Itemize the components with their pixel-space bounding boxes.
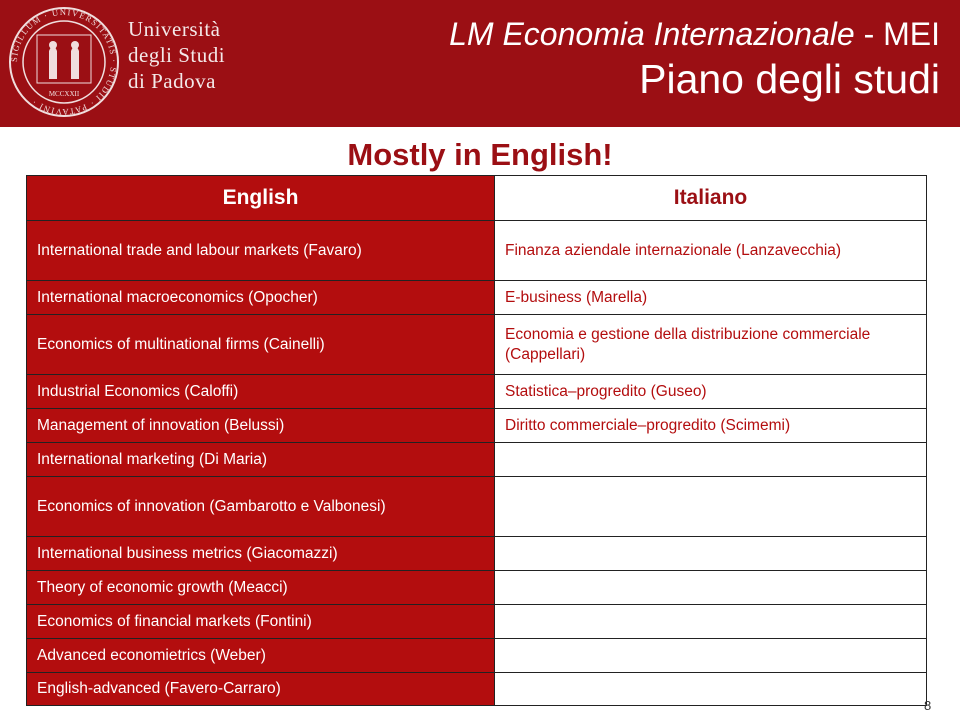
course-italiano: E-business (Marella) [495,281,927,315]
course-english: International business metrics (Giacomazzi) [27,537,495,571]
svg-text:SIGILLUM · UNIVERSITATIS · STU: SIGILLUM · UNIVERSITATIS · STUDII · PATAVINI · [8,6,120,118]
table-row [27,375,927,409]
course-english: English-advanced (Favero-Carraro) [27,673,495,706]
table-row [27,443,927,477]
course-italiano [495,443,927,477]
course-english: Theory of economic growth (Meacci) [27,571,495,605]
course-english: Management of innovation (Belussi) [27,409,495,443]
course-english: Industrial Economics (Caloffi) [27,375,495,409]
subtitle: Mostly in English! [347,137,613,172]
course-italiano [495,571,927,605]
course-english: Economics of innovation (Gambarotto e Valbonesi) [27,477,495,537]
course-italiano [495,639,927,673]
table-row [27,221,927,281]
course-italiano [495,605,927,639]
course-italiano [495,477,927,537]
table-row [27,281,927,315]
header-banner [0,0,960,127]
course-english: Economics of financial markets (Fontini) [27,605,495,639]
university-line-3: di Padova [128,69,216,93]
course-italiano: Statistica–progredito (Guseo) [495,375,927,409]
header-english: English [27,176,495,221]
course-italiano [495,537,927,571]
table-row [27,605,927,639]
table-row [27,537,927,571]
table-row [27,409,927,443]
page-title: Piano degli studi [639,56,940,102]
table-row [27,571,927,605]
university-seal-logo [7,5,121,119]
course-italiano: Economia e gestione della distribuzione commerciale (Cappellari) [495,315,927,375]
page-number: 8 [924,698,932,713]
course-italiano: Diritto commerciale–progredito (Scimemi) [495,409,927,443]
study-plan-table [26,175,927,706]
program-title [449,15,940,53]
course-english: International marketing (Di Maria) [27,443,495,477]
svg-text:MCCXXII: MCCXXII [48,90,80,98]
table-row [27,673,927,706]
course-italiano: Finanza aziendale internazionale (Lanzavecchia) [495,221,927,281]
table-row [27,315,927,375]
table-row [27,639,927,673]
course-english: Economics of multinational firms (Cainelli) [27,315,495,375]
program-title-suffix: - MEI [854,16,940,52]
university-name [128,16,225,94]
table-header-row [27,176,927,221]
course-english: Advanced economietrics (Weber) [27,639,495,673]
program-title-italic: LM Economia Internazionale [449,16,855,52]
university-line-1: Università [128,17,221,41]
course-english: International trade and labour markets (Favaro) [27,221,495,281]
table-row [27,477,927,537]
header-italiano: Italiano [495,176,927,221]
university-line-2: degli Studi [128,43,226,67]
course-italiano [495,673,927,706]
course-english: International macroeconomics (Opocher) [27,281,495,315]
